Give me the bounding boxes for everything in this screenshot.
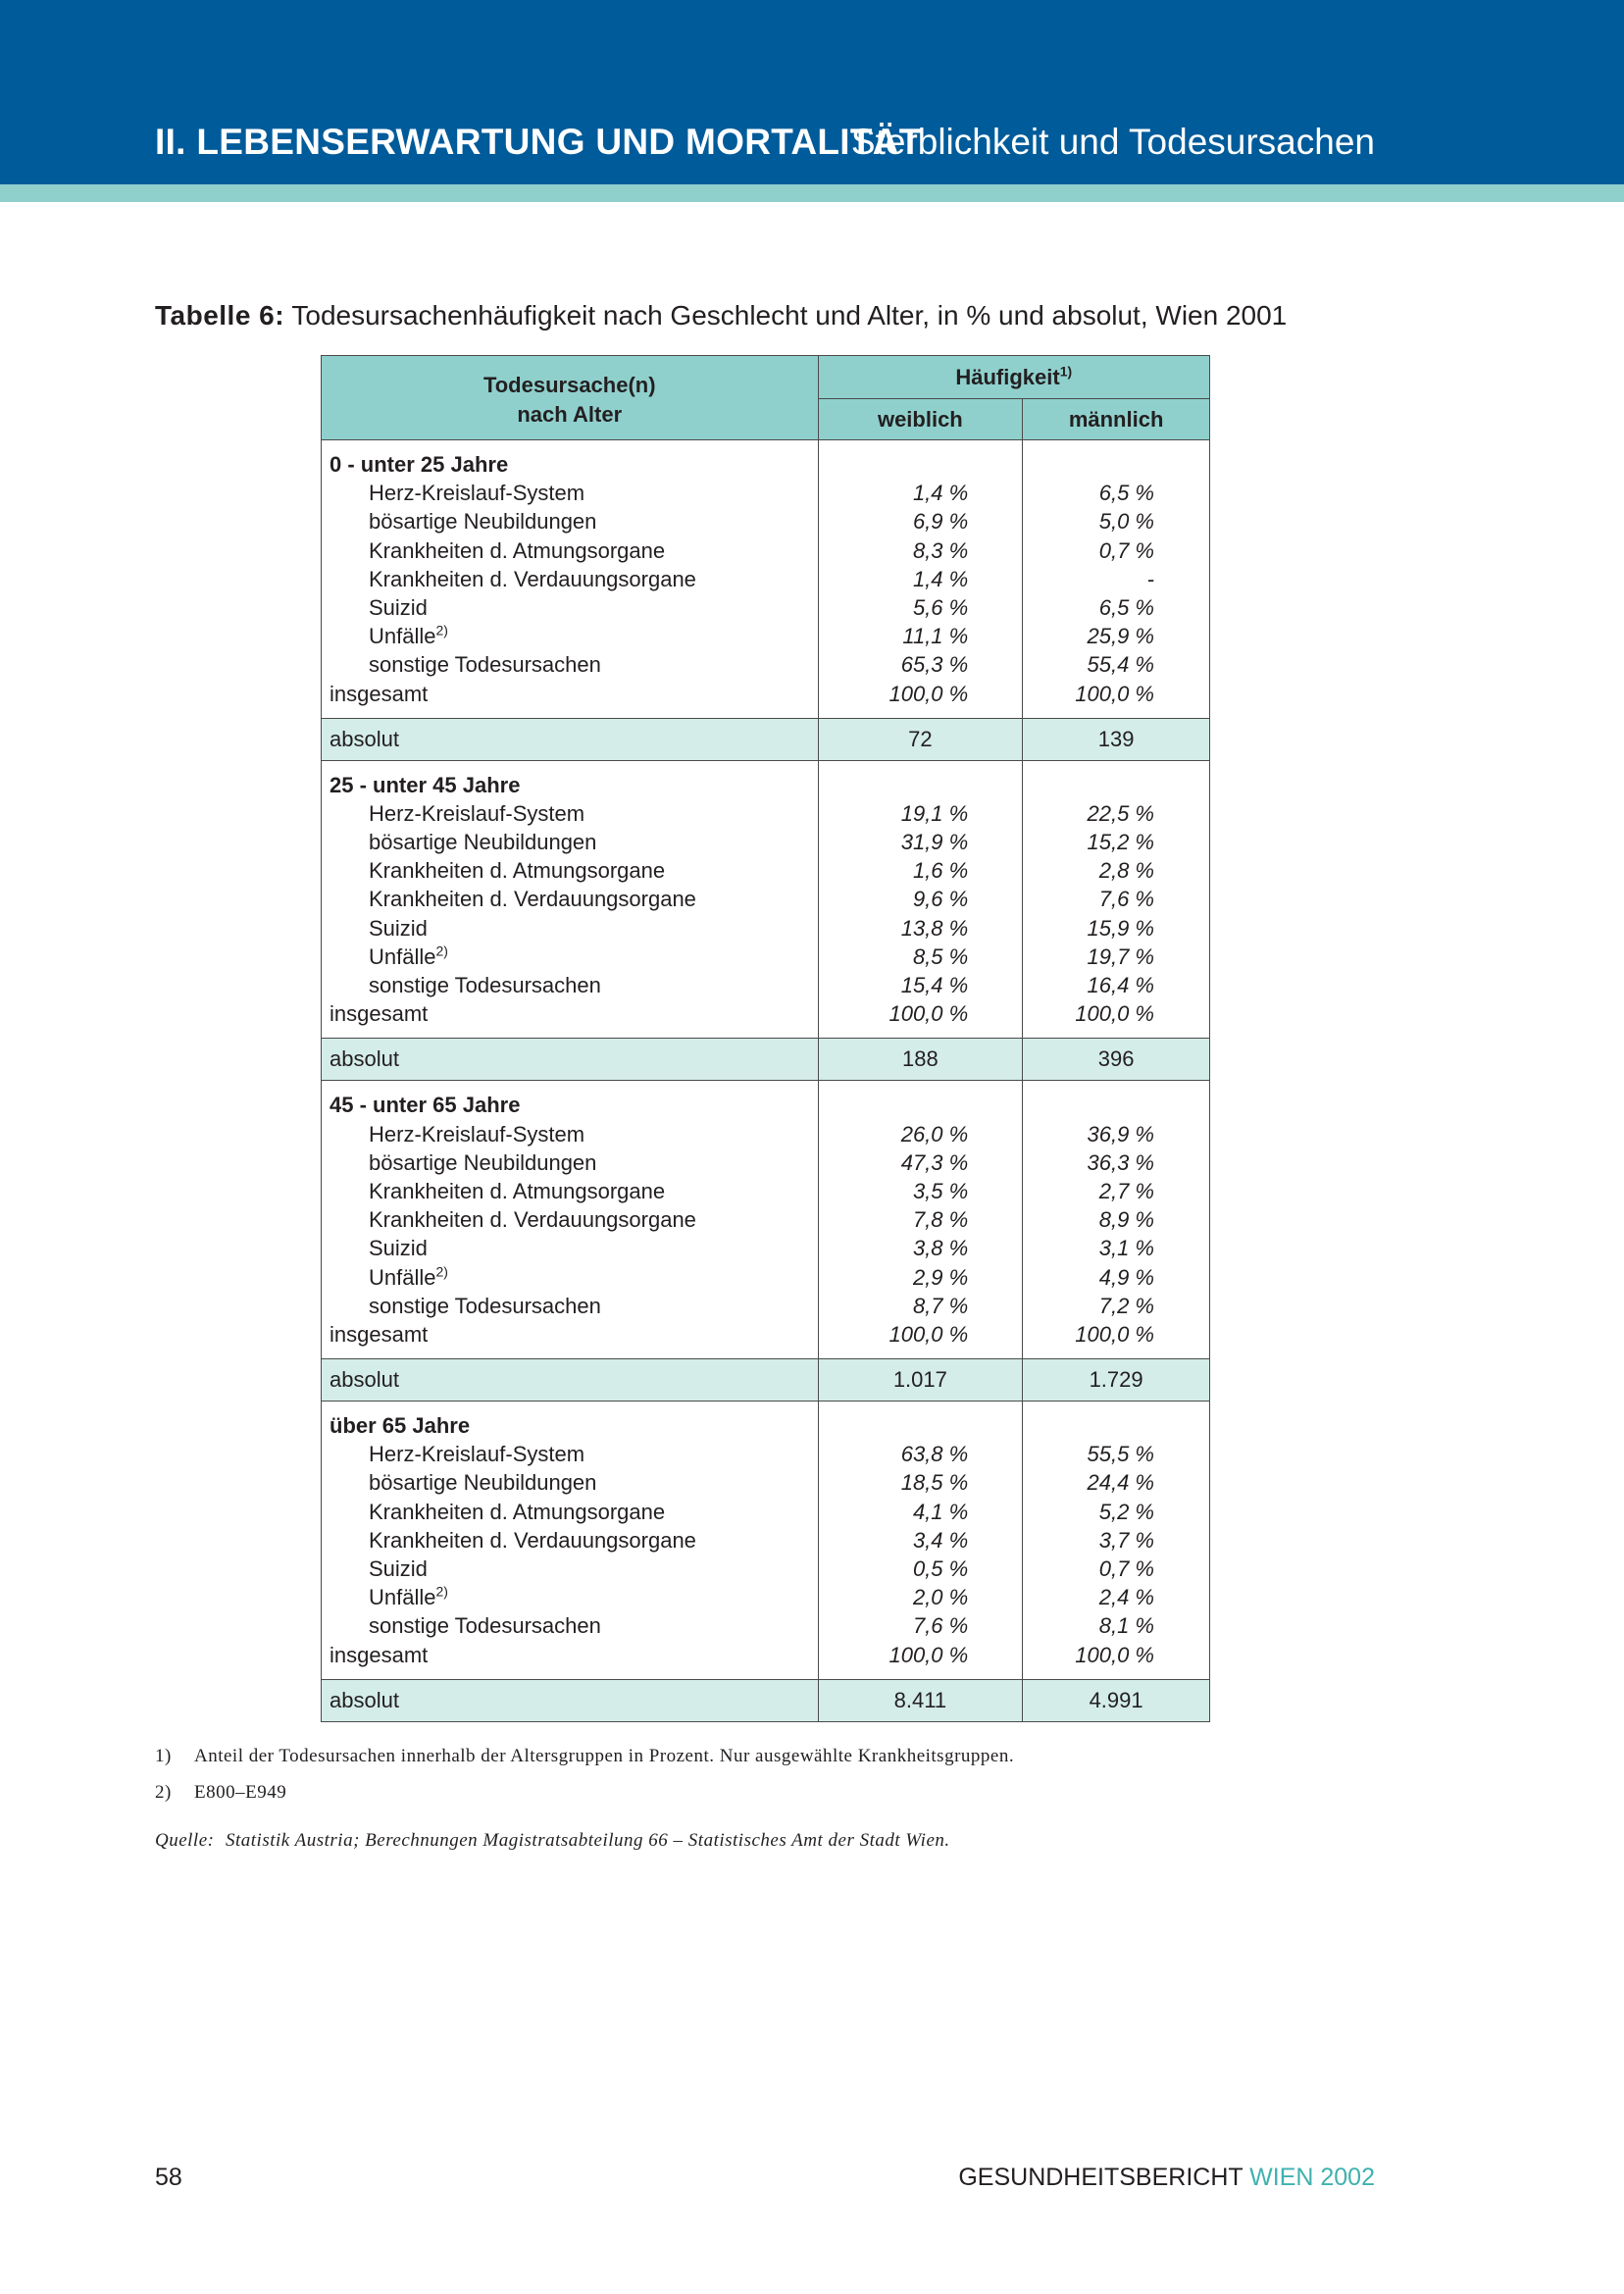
female-value: 8,7 % (912, 1293, 969, 1318)
table-body (322, 440, 1210, 1722)
cause-label (322, 622, 818, 650)
male-values-cell (1023, 440, 1210, 719)
male-total: 100,0 % (1075, 1001, 1154, 1027)
cause-label-text: Unfälle (369, 1585, 436, 1610)
source-label: Quelle: (155, 1830, 215, 1851)
female-value: 8,3 % (912, 537, 969, 563)
cause-label-text: Krankheiten d. Verdauungsorgane (369, 566, 696, 591)
cause-label (322, 593, 818, 622)
header-frequency-footnote: 1) (1059, 363, 1073, 380)
cause-cell (322, 1402, 819, 1680)
female-values-cell (818, 440, 1023, 719)
male-value: 6,5 % (1098, 594, 1154, 620)
header-cause (322, 356, 819, 440)
footer-title (958, 2164, 1375, 2192)
cause-label (322, 507, 818, 535)
female-total: 100,0 % (888, 1001, 969, 1027)
cause-label (322, 1611, 818, 1640)
spacer (819, 450, 1023, 479)
female-value: 13,8 % (900, 915, 969, 941)
footnote-1 (155, 1738, 1014, 1774)
cause-label-text: Herz-Kreislauf-System (369, 800, 585, 826)
total-label: insgesamt (330, 1642, 429, 1667)
male-value: 7,6 % (1098, 887, 1154, 912)
male-value: 8,9 % (1098, 1207, 1154, 1233)
male-value: 2,4 % (1098, 1585, 1154, 1610)
male-value: 15,2 % (1087, 830, 1154, 855)
cause-label-text: Herz-Kreislauf-System (369, 1442, 585, 1467)
female-value: 0,5 % (912, 1556, 969, 1581)
cause-label-text: bösartige Neubildungen (369, 1470, 597, 1496)
cause-label (322, 1148, 818, 1177)
male-value: 22,5 % (1087, 800, 1154, 826)
female-value: 11,1 % (902, 624, 969, 649)
header-cause-line1: Todesursache(n) (482, 372, 656, 397)
cause-label (322, 1526, 818, 1555)
male-value: 3,1 % (1098, 1236, 1154, 1261)
cause-label (322, 1498, 818, 1526)
male-value: 7,2 % (1098, 1293, 1154, 1318)
female-value: 19,1 % (900, 800, 969, 826)
cause-cell (322, 440, 819, 719)
header-male: männlich (1023, 399, 1210, 440)
male-value: 16,4 % (1087, 973, 1154, 997)
cause-label (322, 1205, 818, 1234)
cause-label-text: sonstige Todesursachen (369, 652, 601, 678)
female-value: 63,8 % (900, 1442, 969, 1467)
cause-label-text: bösartige Neubildungen (369, 830, 597, 855)
cause-label (322, 1177, 818, 1205)
cause-label-text: Krankheiten d. Atmungsorgane (369, 858, 666, 884)
age-group-title: 25 - unter 45 Jahre (330, 772, 521, 797)
age-group-title: 0 - unter 25 Jahre (330, 452, 509, 477)
female-value: 6,9 % (912, 509, 969, 535)
header-frequency (818, 356, 1210, 399)
male-value: 55,4 % (1087, 652, 1154, 678)
cause-label (322, 536, 818, 565)
cause-label (322, 971, 818, 999)
female-total: 100,0 % (888, 1642, 969, 1667)
cause-label (322, 1263, 818, 1292)
header-stripe (0, 184, 1624, 202)
female-value: 5,6 % (912, 594, 969, 620)
age-group-block (322, 440, 1210, 719)
cause-label-text: bösartige Neubildungen (369, 509, 597, 535)
male-total: 100,0 % (1075, 1321, 1154, 1347)
age-group-block (322, 1402, 1210, 1680)
footer-title-main: GESUNDHEITSBERICHT (958, 2164, 1243, 2191)
cause-label-text: Suizid (369, 1236, 428, 1261)
source-note (155, 1830, 950, 1852)
header-female: weiblich (818, 399, 1023, 440)
header-frequency-label: Häufigkeit (955, 364, 1060, 389)
cause-label-text: Herz-Kreislauf-System (369, 481, 585, 506)
cause-footnote: 2) (435, 1263, 448, 1280)
cause-footnote: 2) (435, 622, 448, 638)
male-value: 5,2 % (1098, 1499, 1154, 1524)
spacer (1023, 771, 1209, 799)
absolute-male: 1.729 (1023, 1359, 1210, 1402)
female-total: 100,0 % (888, 681, 969, 706)
source-text: Statistik Austria; Berechnungen Magistratsabteilung 66 – Statistisches Amt der Stadt Wien. (226, 1830, 950, 1851)
female-value: 7,8 % (912, 1207, 969, 1233)
spacer (819, 771, 1023, 799)
footnote-2 (155, 1774, 1014, 1810)
male-value: - (1146, 566, 1154, 591)
cause-label-text: Krankheiten d. Atmungsorgane (369, 537, 666, 563)
cause-label-text: Krankheiten d. Verdauungsorgane (369, 1207, 696, 1233)
table-caption (155, 300, 1287, 331)
absolute-label: absolut (322, 1679, 819, 1721)
male-value: 2,7 % (1098, 1178, 1154, 1203)
chapter-title: II. LEBENSERWARTUNG UND MORTALITÄT (155, 122, 922, 162)
header-cause-line2: nach Alter (517, 401, 623, 427)
cause-label (322, 1468, 818, 1497)
spacer (1023, 450, 1209, 479)
absolute-row (322, 718, 1210, 760)
cause-label-text: sonstige Todesursachen (369, 1613, 601, 1639)
cause-cell (322, 760, 819, 1039)
female-value: 18,5 % (900, 1470, 969, 1496)
cause-cell (322, 1081, 819, 1359)
spacer (1023, 1091, 1209, 1119)
female-value: 7,6 % (912, 1613, 969, 1639)
male-total: 100,0 % (1075, 681, 1154, 706)
female-value: 1,4 % (912, 481, 969, 506)
cause-label-text: Suizid (369, 1556, 428, 1581)
cause-footnote: 2) (435, 1583, 448, 1600)
age-group-block (322, 760, 1210, 1039)
cause-label-text: Krankheiten d. Atmungsorgane (369, 1499, 666, 1524)
female-value: 4,1 % (912, 1499, 969, 1524)
female-value: 3,8 % (912, 1236, 969, 1261)
footnotes (155, 1738, 1014, 1810)
male-value: 25,9 % (1087, 624, 1154, 649)
absolute-row (322, 1679, 1210, 1721)
cause-label (322, 565, 818, 593)
male-value: 5,0 % (1098, 509, 1154, 535)
male-value: 4,9 % (1098, 1264, 1154, 1290)
cause-label (322, 1292, 818, 1320)
female-value: 1,4 % (912, 566, 969, 591)
absolute-female: 8.411 (818, 1679, 1023, 1721)
footnote-2-number: 2) (155, 1782, 172, 1803)
cause-footnote: 2) (435, 943, 448, 959)
cause-label-text: bösartige Neubildungen (369, 1149, 597, 1175)
absolute-male: 4.991 (1023, 1679, 1210, 1721)
cause-label-text: Unfälle (369, 624, 436, 649)
age-group-title: über 65 Jahre (330, 1413, 471, 1439)
total-label: insgesamt (330, 681, 429, 706)
male-value: 55,5 % (1087, 1442, 1154, 1467)
male-values-cell (1023, 1081, 1210, 1359)
cause-label-text: Krankheiten d. Verdauungsorgane (369, 887, 696, 912)
caption-label: Tabelle 6: (155, 300, 285, 331)
cause-label (322, 914, 818, 943)
age-group-block (322, 1081, 1210, 1359)
female-value: 26,0 % (900, 1121, 969, 1147)
age-group-title: 45 - unter 65 Jahre (330, 1093, 521, 1118)
cause-label-text: sonstige Todesursachen (369, 973, 601, 997)
cause-label (322, 1555, 818, 1583)
cause-label-text: Suizid (369, 594, 428, 620)
absolute-row (322, 1039, 1210, 1081)
cause-label (322, 650, 818, 679)
female-value: 15,4 % (900, 973, 969, 997)
female-value: 3,4 % (912, 1527, 969, 1553)
absolute-male: 139 (1023, 718, 1210, 760)
absolute-female: 1.017 (818, 1359, 1023, 1402)
absolute-label: absolut (322, 718, 819, 760)
footnote-1-text: Anteil der Todesursachen innerhalb der Altersgruppen in Prozent. Nur ausgewählte Krankheitsgruppen. (194, 1746, 1015, 1766)
cause-label-text: Krankheiten d. Verdauungsorgane (369, 1527, 696, 1553)
cause-label (322, 943, 818, 971)
female-value: 65,3 % (900, 652, 969, 678)
cause-label-text: Unfälle (369, 1264, 436, 1290)
male-value: 0,7 % (1098, 537, 1154, 563)
male-value: 36,3 % (1087, 1149, 1154, 1175)
footnote-2-text: E800–E949 (194, 1782, 287, 1803)
absolute-label: absolut (322, 1039, 819, 1081)
total-label: insgesamt (330, 1321, 429, 1347)
absolute-label: absolut (322, 1359, 819, 1402)
female-value: 8,5 % (912, 943, 969, 969)
total-label: insgesamt (330, 1001, 429, 1027)
cause-label (322, 479, 818, 507)
cause-label-text: Unfälle (369, 943, 436, 969)
spacer (1023, 1411, 1209, 1440)
cause-label-text: Herz-Kreislauf-System (369, 1121, 585, 1147)
female-values-cell (818, 1081, 1023, 1359)
male-value: 8,1 % (1098, 1613, 1154, 1639)
footer-title-accent: WIEN 2002 (1249, 2164, 1375, 2191)
spacer (819, 1091, 1023, 1119)
female-values-cell (818, 760, 1023, 1039)
female-value: 2,9 % (912, 1264, 969, 1290)
absolute-row (322, 1359, 1210, 1402)
male-value: 15,9 % (1087, 915, 1154, 941)
cause-label (322, 828, 818, 856)
male-value: 19,7 % (1087, 943, 1154, 969)
cause-label-text: sonstige Todesursachen (369, 1293, 601, 1318)
female-value: 47,3 % (900, 1149, 969, 1175)
male-value: 6,5 % (1098, 481, 1154, 506)
male-values-cell (1023, 1402, 1210, 1680)
cause-label (322, 885, 818, 913)
absolute-male: 396 (1023, 1039, 1210, 1081)
male-value: 0,7 % (1098, 1556, 1154, 1581)
cause-label-text: Suizid (369, 915, 428, 941)
absolute-female: 72 (818, 718, 1023, 760)
female-value: 9,6 % (912, 887, 969, 912)
mortality-table (321, 355, 1210, 1722)
male-values-cell (1023, 760, 1210, 1039)
female-value: 1,6 % (912, 858, 969, 884)
male-value: 2,8 % (1098, 858, 1154, 884)
female-value: 31,9 % (900, 830, 969, 855)
male-value: 36,9 % (1087, 1121, 1154, 1147)
female-value: 3,5 % (912, 1178, 969, 1203)
female-value: 2,0 % (912, 1585, 969, 1610)
cause-label (322, 799, 818, 828)
spacer (819, 1411, 1023, 1440)
male-value: 24,4 % (1087, 1470, 1154, 1496)
male-value: 3,7 % (1098, 1527, 1154, 1553)
absolute-female: 188 (818, 1039, 1023, 1081)
cause-label-text: Krankheiten d. Atmungsorgane (369, 1178, 666, 1203)
cause-label (322, 1583, 818, 1611)
female-total: 100,0 % (888, 1321, 969, 1347)
footnote-1-number: 1) (155, 1746, 172, 1766)
female-values-cell (818, 1402, 1023, 1680)
page-number: 58 (155, 2164, 182, 2191)
cause-label (322, 1234, 818, 1262)
cause-label (322, 1120, 818, 1148)
section-title: Sterblichkeit und Todesursachen (850, 122, 1375, 162)
caption-text: Todesursachenhäufigkeit nach Geschlecht und Alter, in % und absolut, Wien 2001 (291, 300, 1288, 331)
cause-label (322, 856, 818, 885)
cause-label (322, 1440, 818, 1468)
male-total: 100,0 % (1075, 1642, 1154, 1667)
